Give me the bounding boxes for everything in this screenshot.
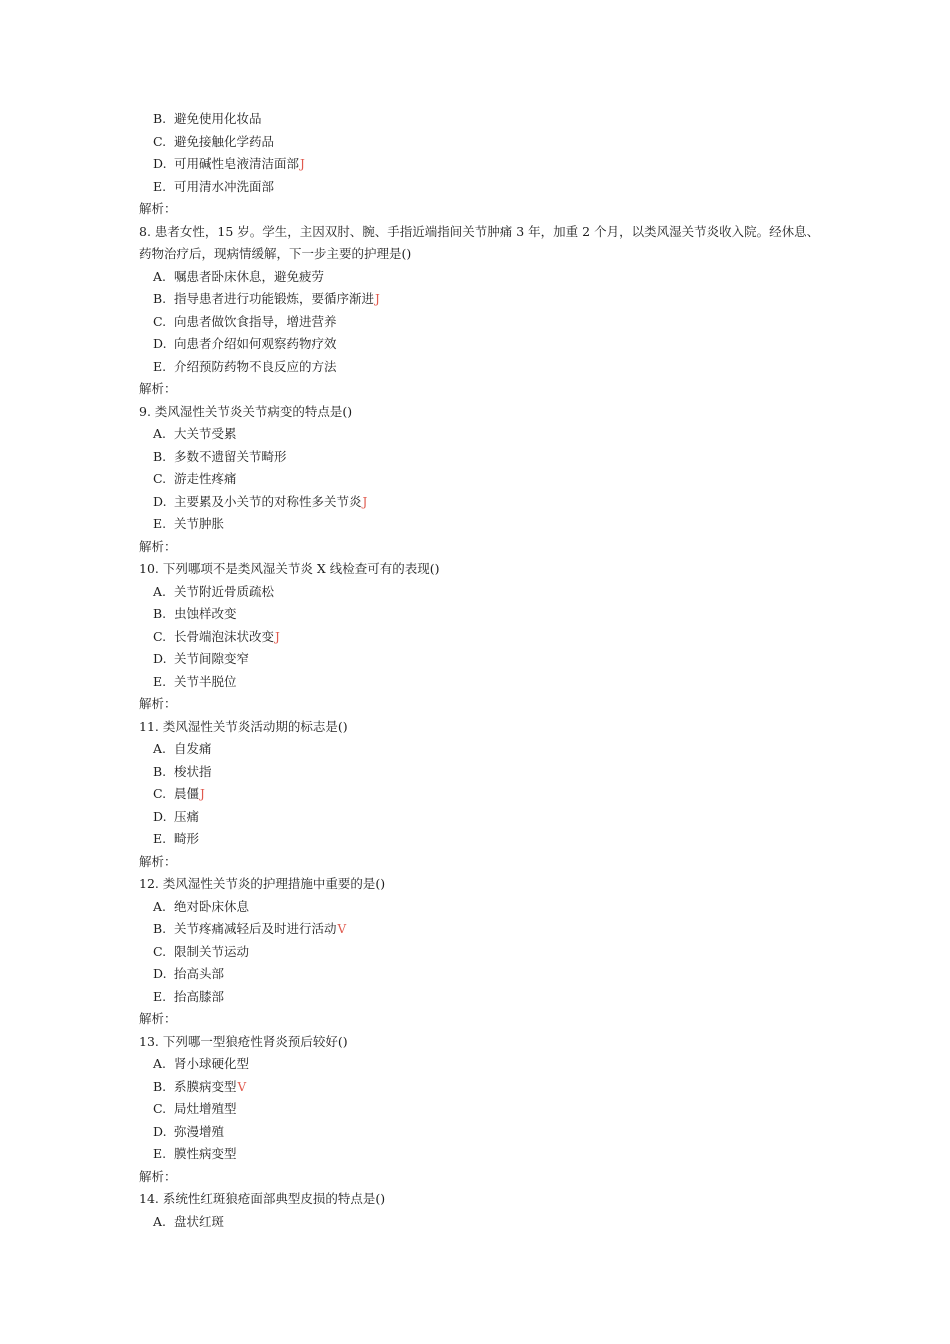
- analysis-label: 解析：: [139, 201, 177, 216]
- correct-answer-mark: V: [337, 922, 347, 936]
- option-letter: E.: [153, 831, 167, 846]
- analysis-label: 解析：: [139, 853, 177, 869]
- option-letter: B.: [153, 291, 167, 306]
- option-text: 抬高头部: [174, 966, 225, 981]
- answer-option: [139, 783, 829, 806]
- answer-option: [139, 581, 829, 604]
- correct-answer-mark: J: [275, 629, 280, 644]
- option-text: 可用碱性皂液清洁面部: [174, 156, 300, 171]
- exam-page: [139, 108, 829, 1233]
- option-letter: D.: [153, 651, 167, 666]
- correct-answer-mark: J: [200, 787, 205, 801]
- answer-option: [139, 468, 829, 491]
- answer-option: [139, 153, 829, 176]
- answer-option: [139, 513, 829, 536]
- option-text: 虫蚀样改变: [174, 606, 237, 621]
- option-text: 关节肿胀: [174, 516, 225, 531]
- option-letter: C.: [153, 471, 167, 486]
- option-text: 局灶增殖型: [174, 1101, 237, 1116]
- answer-option: [139, 806, 829, 829]
- question-text: 12. 类风湿性关节炎的护理措施中重要的是(): [139, 876, 386, 891]
- answer-option: [139, 648, 829, 671]
- option-text: 介绍预防药物不良反应的方法: [174, 358, 337, 374]
- answer-option: [139, 446, 829, 469]
- correct-answer-mark: J: [362, 494, 368, 509]
- answer-option: [139, 963, 829, 986]
- answer-option: [139, 131, 829, 154]
- option-letter: C.: [153, 786, 167, 801]
- analysis-label: 解析：: [139, 696, 177, 711]
- answer-option: [139, 176, 829, 199]
- option-letter: D.: [153, 336, 167, 351]
- question-text: 9. 类风湿性关节炎关节病变的特点是(): [139, 403, 353, 419]
- option-text: 系膜病变型: [174, 1078, 237, 1094]
- option-letter: A.: [153, 268, 167, 284]
- option-letter: C.: [153, 313, 167, 329]
- analysis-label: 解析：: [139, 381, 177, 396]
- answer-option: [139, 423, 829, 446]
- option-text: 晨僵: [174, 786, 200, 801]
- option-letter: E.: [153, 988, 167, 1004]
- answer-option: [139, 603, 829, 626]
- answer-option: [139, 1076, 829, 1099]
- option-text: 关节疼痛减轻后及时进行活动: [174, 921, 337, 936]
- option-text: 向患者介绍如何观察药物疗效: [174, 336, 337, 351]
- answer-option: [139, 986, 829, 1009]
- answer-option: [139, 333, 829, 356]
- answer-option: [139, 671, 829, 694]
- option-letter: C.: [153, 628, 167, 644]
- option-letter: B.: [153, 763, 167, 779]
- option-text: 关节间隙变窄: [174, 651, 250, 666]
- option-text: 抬高膝部: [174, 988, 225, 1004]
- option-letter: B.: [153, 606, 167, 621]
- option-text: 向患者做饮食指导，增进营养: [174, 313, 337, 329]
- option-letter: C.: [153, 133, 167, 149]
- option-letter: D.: [153, 808, 167, 824]
- option-text: 长骨端泡沫状改变: [174, 628, 275, 644]
- option-letter: B.: [153, 921, 167, 936]
- option-text: 主要累及小关节的对称性多关节炎: [174, 493, 362, 509]
- option-text: 畸形: [174, 831, 200, 846]
- option-letter: C.: [153, 943, 167, 959]
- option-letter: A.: [153, 741, 167, 756]
- option-letter: A.: [153, 583, 167, 599]
- answer-option: [139, 108, 829, 131]
- option-text: 关节附近骨质疏松: [174, 583, 275, 599]
- answer-option: [139, 266, 829, 289]
- option-letter: A.: [153, 1213, 167, 1229]
- option-text: 多数不遗留关节畸形: [174, 448, 287, 464]
- option-text: 大关节受累: [174, 426, 237, 441]
- answer-option: [139, 761, 829, 784]
- option-text: 绝对卧床休息: [174, 898, 250, 914]
- answer-option: [139, 941, 829, 964]
- option-text: 避免使用化妆品: [174, 111, 262, 126]
- option-letter: A.: [153, 426, 167, 441]
- option-text: 膜性病变型: [174, 1146, 237, 1161]
- question-text: 10. 下列哪项不是类风湿关节炎 X 线检查可有的表现(): [139, 561, 440, 576]
- option-letter: E.: [153, 673, 167, 689]
- option-letter: E.: [153, 516, 167, 531]
- option-text: 限制关节运动: [174, 943, 250, 959]
- answer-option: [139, 918, 829, 941]
- answer-option: [139, 288, 829, 311]
- option-text: 指导患者进行功能锻炼，要循序渐进: [174, 291, 375, 306]
- option-letter: E.: [153, 1146, 167, 1161]
- option-letter: A.: [153, 898, 167, 914]
- correct-answer-mark: J: [300, 157, 305, 171]
- analysis-label: 解析：: [139, 538, 177, 554]
- option-text: 嘱患者卧床休息，避免疲劳: [174, 268, 325, 284]
- analysis-label: 解析：: [139, 1168, 177, 1184]
- option-letter: E.: [153, 358, 167, 374]
- question-text: 14. 系统性红斑狼疮面部典型皮损的特点是(): [139, 1191, 386, 1206]
- option-text: 盘状红斑: [174, 1213, 225, 1229]
- answer-option: [139, 1121, 829, 1144]
- option-text: 肾小球硬化型: [174, 1056, 250, 1071]
- analysis-label: 解析：: [139, 1011, 177, 1026]
- answer-option: [139, 626, 829, 649]
- answer-option: [139, 738, 829, 761]
- option-letter: D.: [153, 493, 167, 509]
- option-text: 弥漫增殖: [174, 1123, 225, 1139]
- answer-option: [139, 1211, 829, 1234]
- question-text: 13. 下列哪一型狼疮性肾炎预后较好(): [139, 1033, 348, 1049]
- option-letter: B.: [153, 448, 167, 464]
- question-text: 8. 患者女性，15 岁。学生，主因双肘、腕、手指近端指间关节肿痛 3 年，加重 2 个月，以类风湿关节炎收入院。经休息、药物治疗后，现病情缓解，下一步主要的护理是(): [139, 223, 820, 261]
- answer-option: [139, 1053, 829, 1076]
- option-text: 自发痛: [174, 741, 212, 756]
- option-letter: C.: [153, 1101, 167, 1116]
- option-letter: D.: [153, 1123, 167, 1139]
- option-text: 梭状指: [174, 763, 212, 779]
- option-letter: D.: [153, 156, 167, 171]
- option-letter: B.: [153, 111, 167, 126]
- option-text: 游走性疼痛: [174, 471, 237, 486]
- correct-answer-mark: J: [375, 292, 380, 306]
- option-text: 压痛: [174, 808, 200, 824]
- answer-option: [139, 1143, 829, 1166]
- question-text: 11. 类风湿性关节炎活动期的标志是(): [139, 718, 348, 734]
- answer-option: [139, 311, 829, 334]
- answer-option: [139, 896, 829, 919]
- option-letter: A.: [153, 1056, 167, 1071]
- option-letter: D.: [153, 966, 167, 981]
- answer-option: [139, 356, 829, 379]
- answer-option: [139, 1098, 829, 1121]
- answer-option: [139, 491, 829, 514]
- option-text: 避免接触化学药品: [174, 133, 275, 149]
- option-letter: E.: [153, 178, 167, 194]
- correct-answer-mark: V: [237, 1079, 247, 1094]
- answer-option: [139, 828, 829, 851]
- option-text: 可用清水冲洗面部: [174, 178, 275, 194]
- option-text: 关节半脱位: [174, 673, 237, 689]
- option-letter: B.: [153, 1078, 167, 1094]
